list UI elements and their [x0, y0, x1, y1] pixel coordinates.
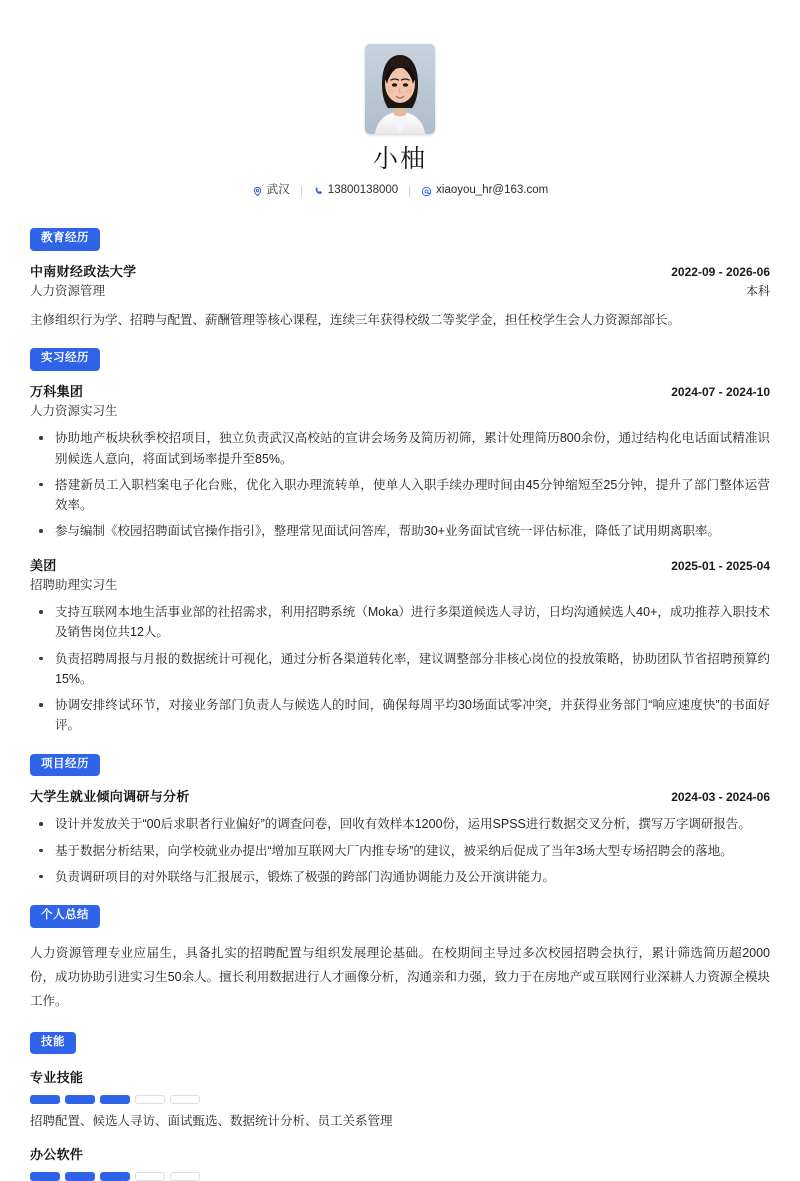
location-icon: [252, 186, 263, 197]
email-icon: [421, 186, 432, 197]
section-badge-skills: 技能: [30, 1032, 76, 1055]
summary-text: 人力资源管理专业应届生，具备扎实的招聘配置与组织发展理论基础。在校期间主导过多次校园招聘会执行，累计筛选简历超2000份，成功协助引进实习生50余人。擅长利用数据进行人才画像分析，沟通亲和力强，致力于在房地产或互联网行业深耕人力资源全模块工作。: [30, 945, 770, 1009]
section-internship: [30, 348, 770, 735]
skill-bar-filled: [30, 1172, 60, 1181]
contact-location-value: 武汉: [266, 184, 290, 197]
contact-row: [30, 182, 770, 200]
section-summary: [30, 905, 770, 1014]
internship-date: 2024-07 - 2024-10: [671, 384, 770, 399]
list-item: 负责调研项目的对外联络与汇报展示，锻炼了极强的跨部门沟通协调能力及公开演讲能力。: [30, 867, 770, 887]
skill-level-bars: [30, 1095, 770, 1104]
skill-name: 办公软件: [30, 1147, 84, 1163]
internship-entry: [30, 556, 770, 736]
school-name: 中南财经政法大学: [30, 263, 137, 279]
contact-email-value: xiaoyou_hr@163.com: [436, 184, 549, 197]
major-name: 人力资源管理: [30, 283, 106, 298]
contact-email[interactable]: [410, 182, 559, 200]
section-project: [30, 754, 770, 887]
contact-phone[interactable]: [302, 182, 409, 200]
contact-phone-value: 13800138000: [327, 184, 399, 197]
skill-level-bars: [30, 1172, 770, 1181]
skill-bar-empty: [135, 1095, 165, 1104]
phone-icon: [313, 186, 324, 197]
skill-bar-filled: [100, 1172, 130, 1181]
skill-block: [30, 1145, 770, 1181]
company-name: 美团: [30, 557, 57, 573]
education-date: 2022-09 - 2026-06: [671, 264, 770, 279]
project-bullet-list: [30, 814, 770, 887]
list-item: 协调安排终试环节，对接业务部门负责人与候选人的时间，确保每周平均30场面试零冲突，并获得业务部门“响应速度快”的书面好评。: [30, 695, 770, 736]
internship-entry-title-row: [30, 382, 770, 402]
project-date: 2024-03 - 2024-06: [671, 790, 770, 805]
internship-date: 2025-01 - 2025-04: [671, 558, 770, 573]
list-item: 协助地产板块秋季校招项目，独立负责武汉高校站的宣讲会场务及简历初筛，累计处理简历800余份，通过结构化电话面试精准识别候选人意向，将面试到场率提升至85%。: [30, 428, 770, 469]
job-title: 人力资源实习生: [30, 403, 118, 418]
project-entry: [30, 787, 770, 887]
skill-block: [30, 1068, 770, 1131]
degree-level: 本科: [745, 283, 770, 298]
section-badge-summary: 个人总结: [30, 905, 100, 928]
skill-bar-empty: [170, 1172, 200, 1181]
list-item: 搭建新员工入职档案电子化台账，优化入职办理流转单，使单人入职手续办理时间由45分钟缩短至25分钟，提升了部门整体运营效率。: [30, 475, 770, 516]
project-entry-title-row: [30, 787, 770, 807]
list-item: 基于数据分析结果，向学校就业办提出“增加互联网大厂内推专场”的建议，被采纳后促成了当年3场大型专场招聘会的落地。: [30, 841, 770, 861]
section-education: [30, 228, 770, 330]
list-item: 负责招聘周报与月报的数据统计可视化，通过分析各渠道转化率，建议调整部分非核心岗位的投放策略，协助团队节省招聘预算约15%。: [30, 649, 770, 690]
section-badge-project: 项目经历: [30, 754, 100, 777]
internship-bullet-list: [30, 428, 770, 541]
section-badge-education: 教育经历: [30, 228, 100, 251]
section-skills: [30, 1032, 770, 1181]
job-title: 招聘助理实习生: [30, 577, 118, 592]
skill-bar-empty: [135, 1172, 165, 1181]
skill-bar-filled: [30, 1095, 60, 1104]
education-entry-title-row: [30, 262, 770, 282]
skill-bar-filled: [65, 1095, 95, 1104]
project-name: 大学生就业倾向调研与分析: [30, 789, 190, 805]
section-badge-internship: 实习经历: [30, 348, 100, 371]
skill-bar-empty: [170, 1095, 200, 1104]
internship-bullet-list: [30, 602, 770, 736]
skill-detail: 招聘配置、候选人寻访、面试甄选、数据统计分析、员工关系管理: [30, 1114, 393, 1129]
skill-name: 专业技能: [30, 1070, 84, 1086]
company-name: 万科集团: [30, 383, 84, 399]
internship-entry-title-row: [30, 556, 770, 576]
skill-bar-filled: [65, 1172, 95, 1181]
education-entry-sub-row: [30, 282, 770, 301]
education-description: 主修组织行为学、招聘与配置、薪酬管理等核心课程，连续三年获得校级二等奖学金，担任校学生会人力资源部部长。: [30, 313, 681, 328]
profile-photo: [365, 44, 435, 134]
list-item: 设计并发放关于“00后求职者行业偏好”的调查问卷，回收有效样本1200份，运用SPSS进行数据交叉分析，撰写万字调研报告。: [30, 814, 770, 834]
resume-header: [30, 44, 770, 210]
list-item: 支持互联网本地生活事业部的社招需求，利用招聘系统（Moka）进行多渠道候选人寻访，日均沟通候选人40+，成功推荐入职技术及销售岗位共12人。: [30, 602, 770, 643]
list-item: 参与编制《校园招聘面试官操作指引》，整理常见面试问答库，帮助30+业务面试官统一评估标准，降低了试用期离职率。: [30, 521, 770, 541]
skill-bar-filled: [100, 1095, 130, 1104]
education-entry: [30, 262, 770, 331]
candidate-name: 小柚: [372, 145, 427, 173]
internship-entry: [30, 382, 770, 542]
contact-location: [241, 182, 301, 200]
